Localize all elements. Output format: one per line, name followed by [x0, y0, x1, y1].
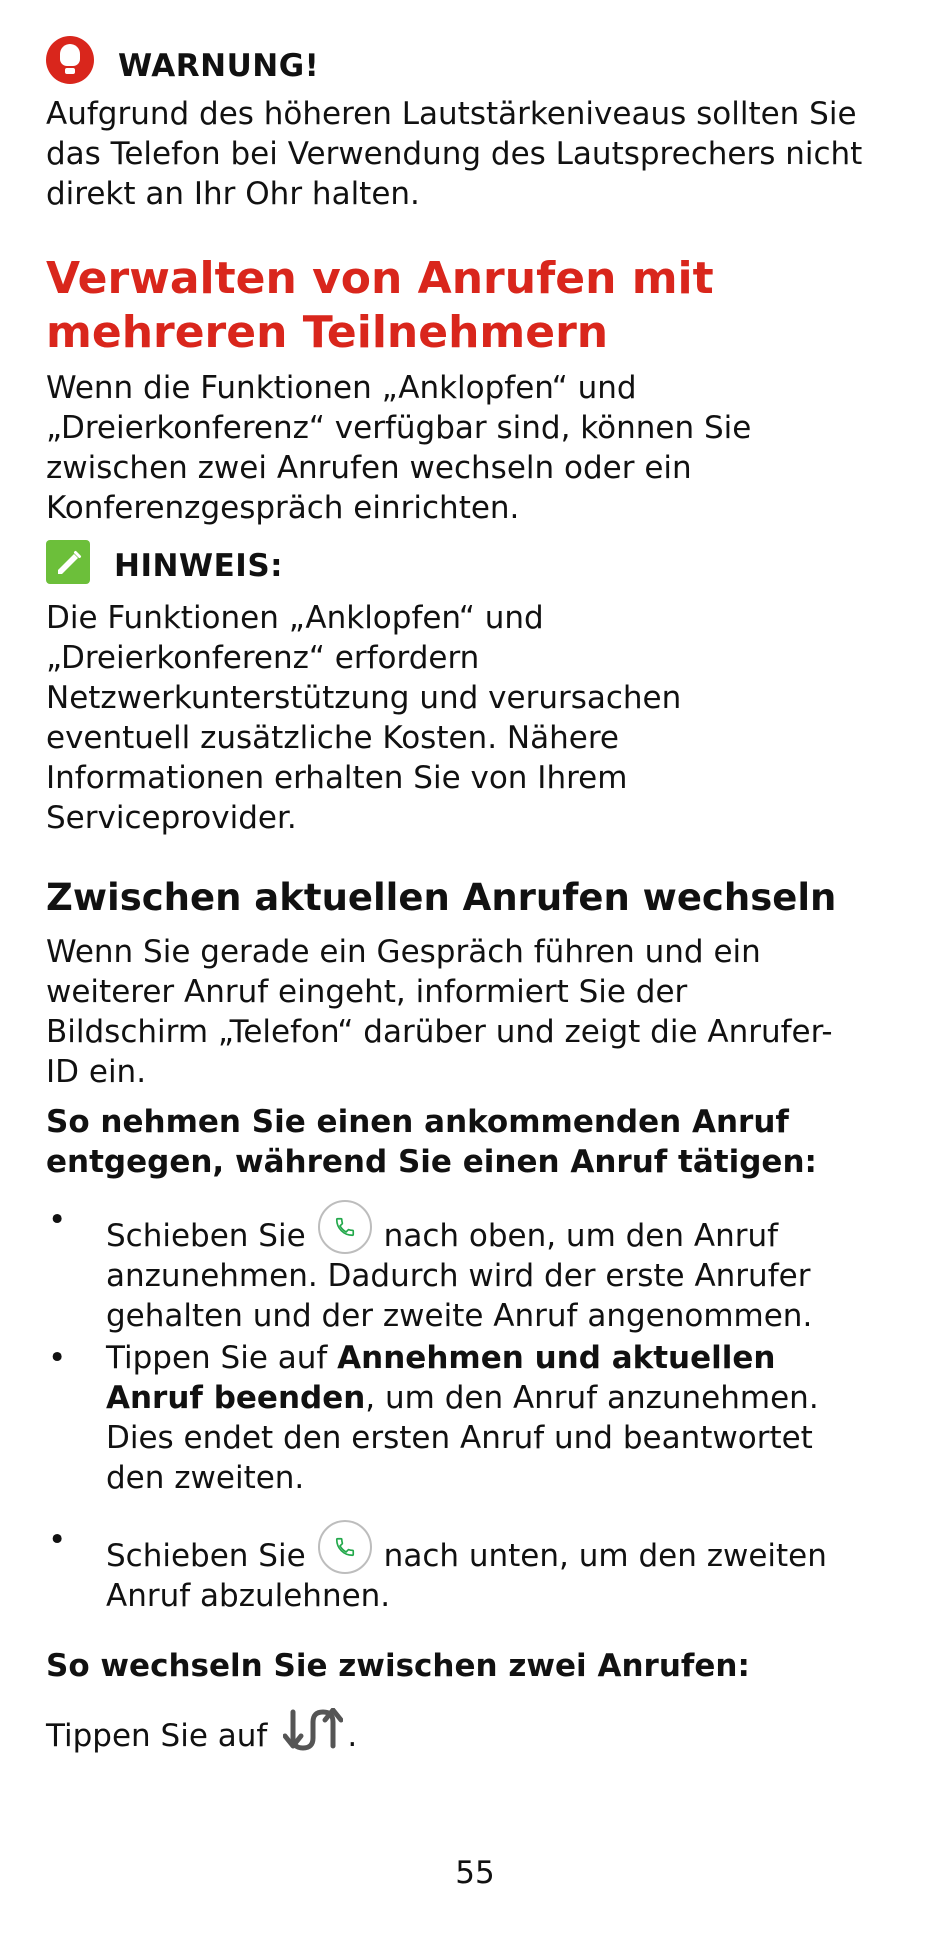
warning-header: [46, 36, 906, 84]
note-text: Die Funktionen „Anklopfen“ und „Dreierkonferenz“ erfordern Netzwerkunterstützung und verursachen eventuell zusätzliche Kosten. Nähere Informationen erhalten Sie von Ihrem Serviceprovider.: [46, 600, 682, 836]
manual-page: [46, 36, 906, 1762]
list-item: [46, 1338, 866, 1498]
note-header: [46, 540, 906, 584]
note-label: HINWEIS:: [114, 548, 284, 584]
phone-answer-icon: [318, 1200, 372, 1254]
page-number: 55: [455, 1855, 495, 1891]
chapter-intro: Wenn die Funktionen „Anklopfen“ und „Dreierkonferenz“ verfügbar sind, können Sie zwischen zwei Anrufen wechseln oder ein Konferenzgespräch einrichten.: [46, 370, 752, 526]
step-text-after: , um den Anruf anzunehmen. Dies endet den ersten Anruf und beantwortet den zweiten.: [106, 1380, 819, 1496]
swap-calls-icon: [283, 1708, 343, 1762]
step-text-bold: Annehmen und aktuellen Anruf beenden: [106, 1340, 776, 1416]
bullet-glyph: •: [48, 1522, 67, 1558]
step-text-after: nach unten, um den zweiten Anruf abzulehnen.: [106, 1538, 827, 1614]
list-item: [46, 1520, 866, 1616]
section-intro: Wenn Sie gerade ein Gespräch führen und ein weiterer Anruf eingeht, informiert Sie der Bildschirm „Telefon“ darüber und zeigt die Anrufer-ID ein.: [46, 934, 833, 1090]
answer-heading: So nehmen Sie einen ankommenden Anruf entgegen, während Sie einen Anruf tätigen:: [46, 1104, 817, 1180]
switch-heading: So wechseln Sie zwischen zwei Anrufen:: [46, 1648, 750, 1684]
switch-text-before: Tippen Sie auf: [46, 1718, 268, 1754]
answer-steps-list: [46, 1200, 866, 1616]
pencil-note-icon: [46, 540, 90, 584]
phone-answer-icon: [318, 1520, 372, 1574]
bullet-glyph: •: [48, 1202, 67, 1238]
step-text-before: Schieben Sie: [106, 1218, 306, 1254]
step-text-before: Schieben Sie: [106, 1538, 306, 1574]
warning-label: WARNUNG!: [118, 48, 320, 84]
warning-text: Aufgrund des höheren Lautstärkeniveaus sollten Sie das Telefon bei Verwendung des Lautsprechers nicht direkt an Ihr Ohr halten.: [46, 96, 863, 212]
step-text-after: nach oben, um den Anruf anzunehmen. Dadurch wird der erste Anrufer gehalten und der zweite Anruf angenommen.: [106, 1218, 813, 1334]
list-item: [46, 1200, 866, 1336]
switch-instruction: [46, 1708, 906, 1762]
chapter-title: Verwalten von Anrufen mit mehreren Teilnehmern: [46, 253, 714, 358]
lightbulb-warning-icon: [46, 36, 94, 84]
section-title: Zwischen aktuellen Anrufen wechseln: [46, 876, 837, 919]
switch-text-after: .: [347, 1718, 358, 1754]
bullet-glyph: •: [48, 1340, 67, 1376]
step-text-before: Tippen Sie auf: [106, 1340, 328, 1376]
